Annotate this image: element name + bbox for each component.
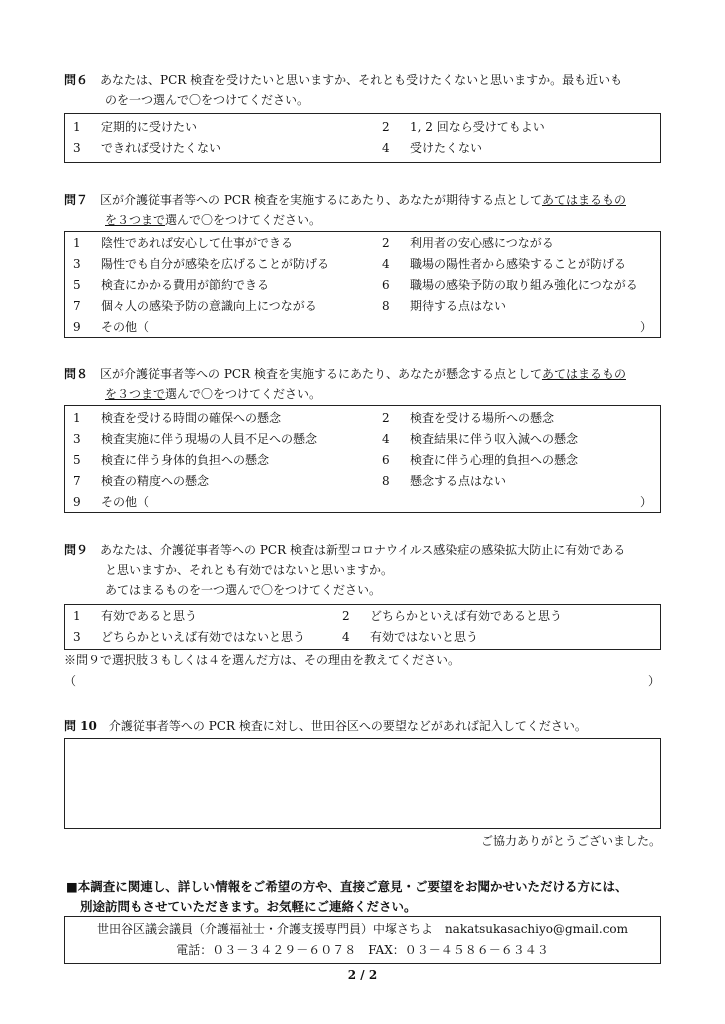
option-other[interactable]: 9 その他（ [73, 495, 150, 509]
option[interactable]: 2 どちらかといえば有効であると思う [342, 609, 563, 623]
option-other[interactable]: 9 その他（ [73, 320, 150, 334]
contact-box [64, 916, 661, 964]
underlined-text: を３つまで [105, 387, 166, 401]
contact-phone-fax: 電話：０３－３４２９－６０７８ FAX：０３－４５８６－６３４３ [176, 943, 549, 957]
thanks-text: ご協力ありがとうございました。 [480, 834, 661, 848]
question-text: あてはまるものを一つ選んで〇をつけてください。 [105, 583, 382, 597]
footer-line: ■本調査に関連し、詳しい情報をご希望の方や、直接ご意見・ご要望をお聞かせいただける方には、 [66, 879, 628, 894]
footer-line: 別途訪問もさせていただきます。お気軽にご連絡ください。 [80, 899, 417, 914]
close-paren: ） [639, 495, 652, 509]
option-row [65, 138, 660, 159]
question-number: 問８ [64, 367, 89, 381]
option-row [65, 408, 660, 429]
option[interactable]: 4 受けたくない [382, 141, 483, 155]
option[interactable]: 5 検査に伴う身体的負担への懸念 [73, 453, 270, 467]
option-row [65, 317, 660, 338]
page-number: 2 / 2 [347, 968, 378, 982]
option[interactable]: 2 利用者の安心感につながる [382, 236, 554, 250]
option-row [65, 296, 660, 317]
option[interactable]: 7 検査の精度への懸念 [73, 474, 210, 488]
close-paren: ） [647, 674, 660, 688]
option[interactable]: 4 職場の陽性者から感染することが防げる [382, 257, 627, 271]
q9-note: ※問９で選択肢３もしくは４を選んだ方は、その理由を教えてください。 [64, 653, 461, 667]
option[interactable]: 3 検査実施に伴う現場の人員不足への懸念 [73, 432, 318, 446]
question-text: と思いますか、それとも有効ではないと思いますか。 [105, 563, 394, 577]
underlined-text: を３つまで [105, 213, 166, 227]
contact-name-email: 世田谷区議会議員（介護福祉士・介護支援専門員）中塚さちよ nakatsukasachiyo@gmail.com [96, 922, 629, 936]
option-row [65, 275, 660, 296]
option[interactable]: 3 できれば受けたくない [73, 141, 222, 155]
open-paren: （ [64, 674, 77, 688]
option-row [65, 627, 660, 648]
option[interactable]: 3 陽性でも自分が感染を広げることが防げる [73, 257, 330, 271]
question-text: のを一つ選んで〇をつけてください。 [105, 93, 310, 107]
question-text: 選んで〇をつけてください。 [165, 213, 322, 227]
option-row [65, 233, 660, 254]
option[interactable]: 4 検査結果に伴う収入減への懸念 [382, 432, 579, 446]
question-10 [64, 716, 664, 736]
question-text: 選んで〇をつけてください。 [165, 387, 322, 401]
option[interactable]: 6 検査に伴う心理的負担への懸念 [382, 453, 579, 467]
q8-options [64, 405, 661, 513]
question-number: 問 10 [64, 719, 97, 733]
option[interactable]: 6 職場の感染予防の取り組み強化につながる [382, 278, 638, 292]
question-text: あなたは、PCR 検査を受けたいと思いますか、それとも受けたくないと思いますか。最も近いも [100, 73, 623, 87]
option[interactable]: 1 陰性であれば安心して仕事ができる [73, 236, 294, 250]
question-text: あなたは、介護従事者等への PCR 検査は新型コロナウイルス感染症の感染拡大防止に有効である [100, 543, 626, 557]
question-text: 介護従事者等への PCR 検査に対し、世田谷区への要望などがあれば記入してください。 [108, 719, 587, 733]
option[interactable]: 8 期待する点はない [382, 299, 507, 313]
question-8 [64, 364, 664, 404]
option[interactable]: 1 定期的に受けたい [73, 120, 198, 134]
question-7 [64, 190, 664, 230]
option[interactable]: 2 検査を受ける場所への懸念 [382, 411, 555, 425]
question-9 [64, 540, 664, 600]
underlined-text: あてはまるもの [541, 367, 626, 381]
question-6 [64, 70, 664, 110]
option[interactable]: 3 どちらかといえば有効ではないと思う [73, 630, 306, 644]
q10-answer-box[interactable] [64, 738, 661, 829]
question-text: 区が介護従事者等への PCR 検査を実施するにあたり、あなたが期待する点として [100, 193, 542, 207]
question-number: 問９ [64, 543, 89, 557]
option-row [65, 606, 660, 627]
option[interactable]: 7 個々人の感染予防の意識向上につながる [73, 299, 317, 313]
option-row [65, 429, 660, 450]
option-row [65, 471, 660, 492]
option[interactable]: 5 検査にかかる費用が節約できる [73, 278, 270, 292]
option-row [65, 117, 660, 138]
q6-options [64, 113, 661, 163]
question-number: 問６ [64, 73, 89, 87]
q7-options [64, 231, 661, 338]
question-number: 問７ [64, 193, 89, 207]
underlined-text: あてはまるもの [541, 193, 626, 207]
option-row [65, 254, 660, 275]
q9-reason-field[interactable] [64, 671, 664, 691]
option[interactable]: 1 検査を受ける時間の確保への懸念 [73, 411, 282, 425]
option-row [65, 450, 660, 471]
option[interactable]: 8 懸念する点はない [382, 474, 507, 488]
question-text: 区が介護従事者等への PCR 検査を実施するにあたり、あなたが懸念する点として [100, 367, 542, 381]
option[interactable]: 4 有効ではないと思う [342, 630, 479, 644]
footer-notice [66, 877, 676, 917]
option-row [65, 492, 660, 513]
close-paren: ） [639, 320, 652, 334]
option[interactable]: 1 有効であると思う [73, 609, 198, 623]
q9-options [64, 604, 661, 650]
option[interactable]: 2 1, 2 回なら受けてもよい [382, 120, 545, 134]
